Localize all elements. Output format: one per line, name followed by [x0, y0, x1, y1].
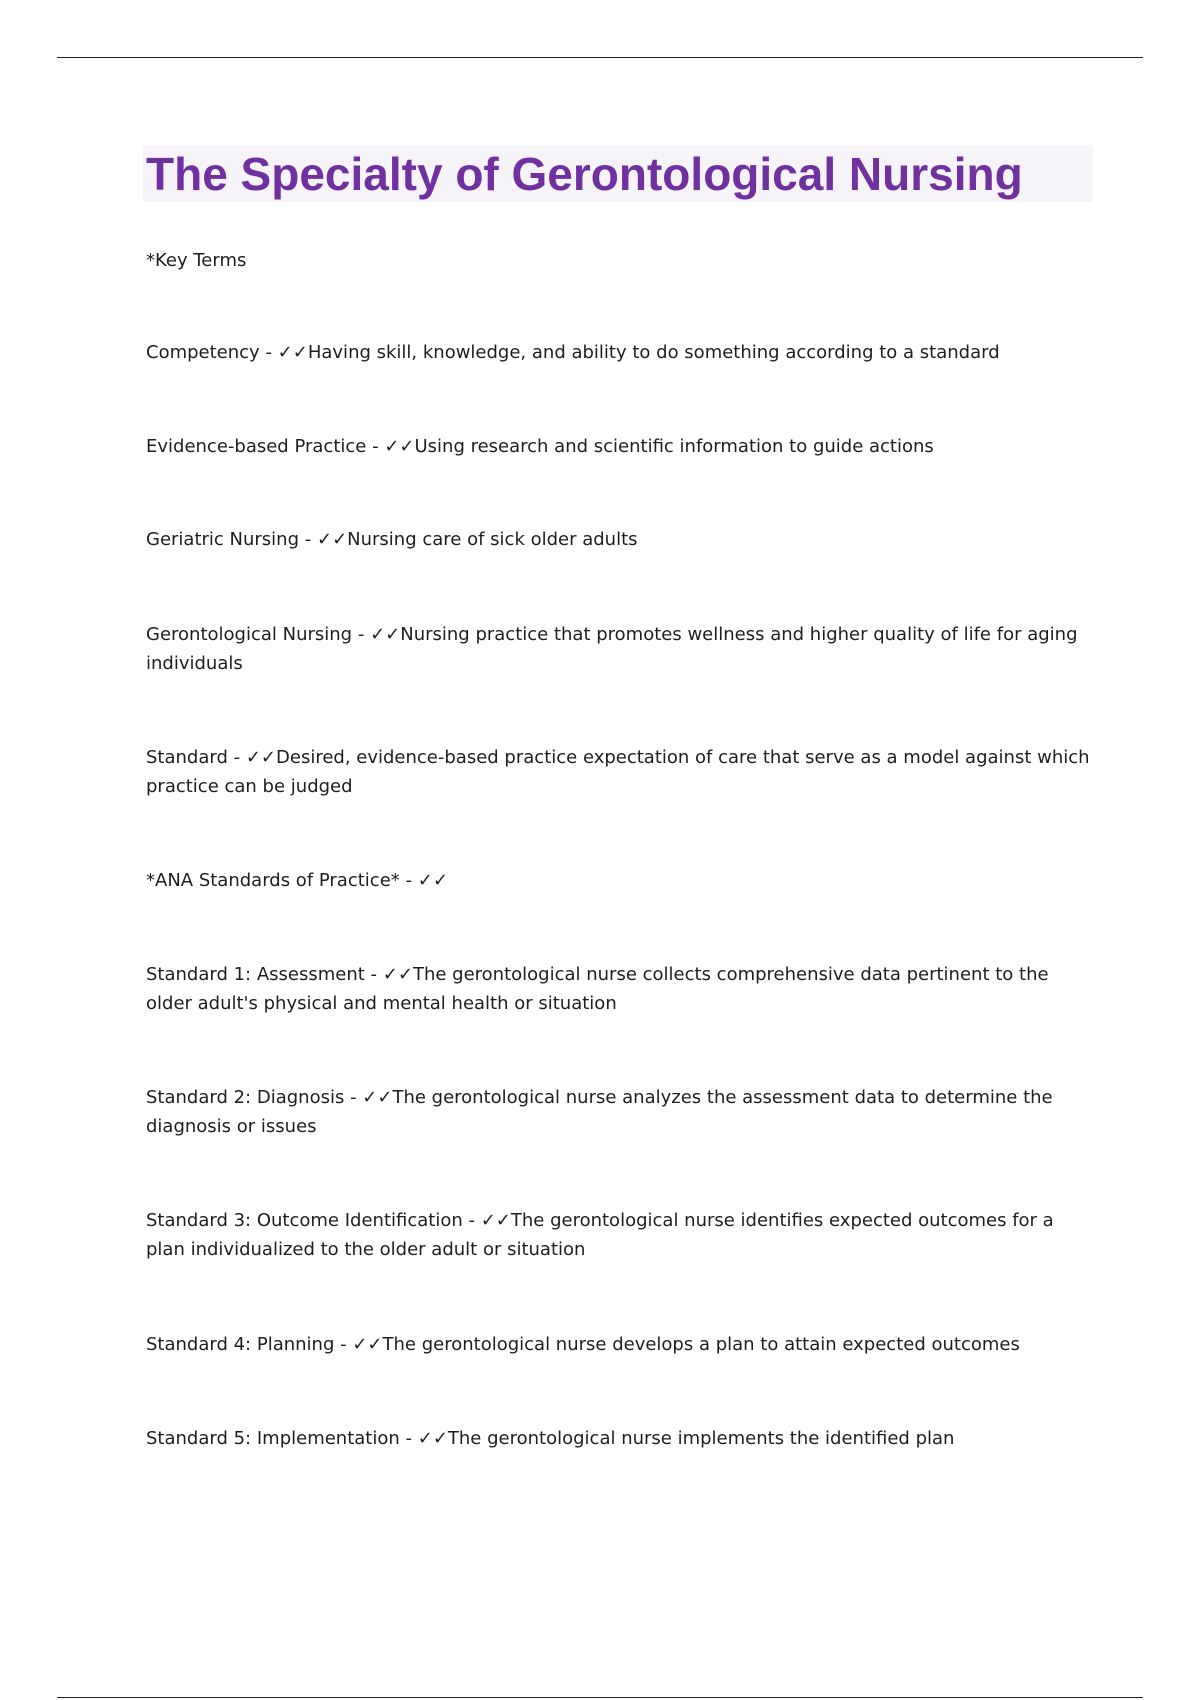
section-ana-standards: [146, 866, 1091, 895]
entry-definition: The gerontological nurse implements the identified plan: [447, 1428, 955, 1449]
entry-separator: -: [399, 1428, 418, 1449]
entry-term: Competency: [146, 342, 260, 363]
entry-definition: The gerontological nurse analyzes the assessment data to determine the diagnosis or issues: [146, 1087, 1053, 1137]
entry-term: Evidence-based Practice: [146, 436, 367, 457]
entry-definition: The gerontological nurse collects comprehensive data pertinent to the older adult's physical and mental health or situation: [146, 964, 1049, 1014]
entry-standard-3-outcome-identification: [146, 1206, 1091, 1264]
entry-separator: -: [227, 747, 246, 768]
double-check-icon: ✓✓: [352, 1334, 383, 1355]
entry-separator: -: [366, 436, 385, 457]
entry-standard: [146, 743, 1091, 801]
entry-standard-4-planning: [146, 1330, 1091, 1359]
entry-standard-2-diagnosis: [146, 1083, 1091, 1141]
bottom-rule: [57, 1697, 1143, 1698]
entry-separator: -: [364, 964, 383, 985]
double-check-icon: ✓✓: [417, 1428, 448, 1449]
entry-separator: -: [462, 1210, 481, 1231]
entry-term: *ANA Standards of Practice*: [146, 870, 400, 891]
section-key-terms: [146, 246, 1091, 275]
entry-term: Standard 1: Assessment: [146, 964, 365, 985]
entry-term: Standard 3: Outcome Identification: [146, 1210, 463, 1231]
double-check-icon: ✓✓: [362, 1087, 393, 1108]
page-title: The Specialty of Gerontological Nursing: [146, 148, 1023, 200]
entry-term: Gerontological Nursing: [146, 624, 353, 645]
entry-definition: Nursing practice that promotes wellness and higher quality of life for aging individuals: [146, 624, 1078, 674]
double-check-icon: ✓✓: [384, 436, 415, 457]
entry-separator: -: [399, 870, 418, 891]
double-check-icon: ✓✓: [277, 342, 308, 363]
entry-term: Standard 4: Planning: [146, 1334, 335, 1355]
double-check-icon: ✓✓: [316, 529, 348, 550]
double-check-icon: ✓✓: [417, 870, 448, 891]
entry-definition: Having skill, knowledge, and ability to do something according to a standard: [307, 342, 1000, 363]
entry-separator: -: [344, 1087, 363, 1108]
entry-term: Standard 2: Diagnosis: [146, 1087, 345, 1108]
entry-term: Standard 5: Implementation: [146, 1428, 400, 1449]
entry-definition: Desired, evidence-based practice expectation of care that serve as a model against which practice can be judged: [146, 747, 1090, 797]
entry-separator: -: [259, 342, 278, 363]
entry-definition: Using research and scientific information to guide actions: [414, 436, 934, 457]
double-check-icon: ✓✓: [245, 747, 277, 768]
entry-separator: -: [334, 1334, 353, 1355]
entry-definition: The gerontological nurse identifies expected outcomes for a plan individualized to the older adult or situation: [146, 1210, 1054, 1260]
entry-gerontological-nursing: [146, 620, 1091, 678]
entry-separator: -: [352, 624, 371, 645]
entry-geriatric-nursing: [146, 525, 1091, 554]
entry-separator: -: [299, 529, 317, 550]
double-check-icon: ✓✓: [480, 1210, 511, 1231]
double-check-icon: ✓✓: [382, 964, 413, 985]
entry-standard-5-implementation: [146, 1424, 1091, 1453]
entry-standard-1-assessment: [146, 960, 1091, 1018]
entry-evidence-based-practice: [146, 432, 1091, 461]
top-rule: [57, 57, 1143, 58]
entry-term: Standard: [146, 747, 228, 768]
double-check-icon: ✓✓: [370, 624, 401, 645]
entry-definition: Nursing care of sick older adults: [347, 529, 638, 550]
entry-competency: [146, 338, 1091, 367]
entry-definition: The gerontological nurse develops a plan to attain expected outcomes: [382, 1334, 1020, 1355]
entry-term: Geriatric Nursing: [146, 529, 300, 550]
entry-term: *Key Terms: [146, 250, 247, 271]
